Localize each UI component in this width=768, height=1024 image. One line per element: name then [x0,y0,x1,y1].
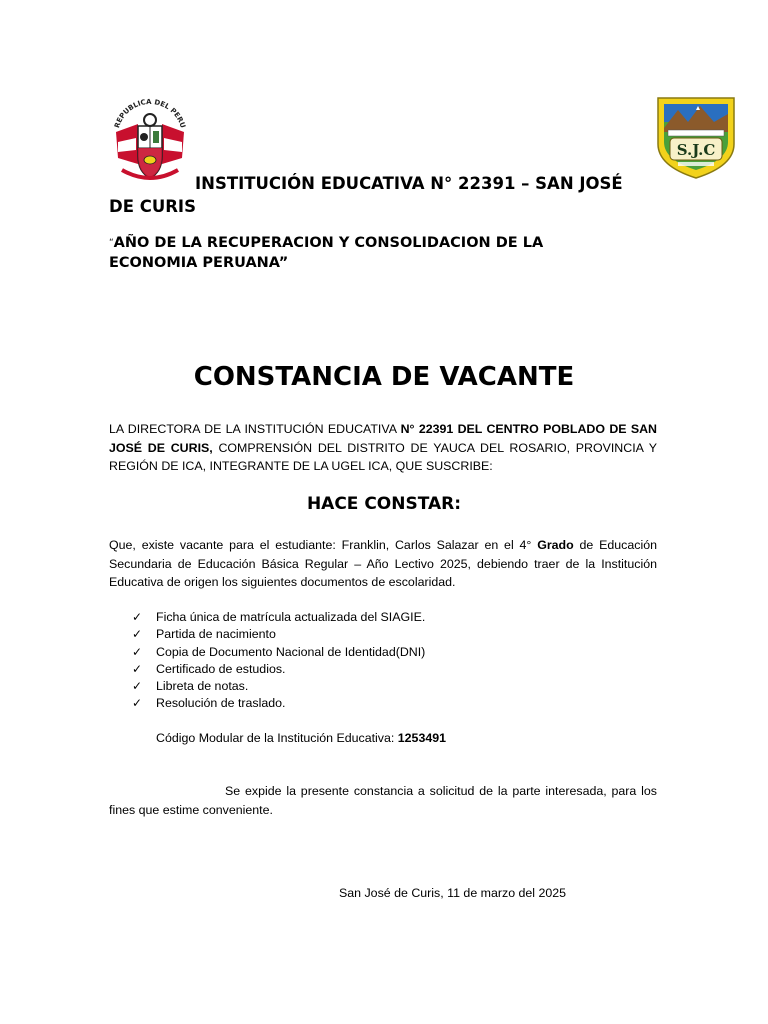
hace-constar-heading: HACE CONSTAR: [306,494,462,514]
modular-code: 1253491 [397,731,447,745]
date-line: San José de Curis, 11 de marzo del 2025 [339,886,567,900]
body-paragraph: Que, existe vacante para el estudiante: Franklin, Carlos Salazar en el 4° Grado de Educación Secundaria de Educación Básica Regular – Año Lectivo 2025, debiendo traer de la Institución Educativa de origen los siguientes documentos de escolaridad. [109,538,657,589]
logo-text: S.J.C [676,141,716,159]
checkmark-icon: ✓ [132,661,143,676]
intro-paragraph: LA DIRECTORA DE LA INSTITUCIÓN EDUCATIVA N° 22391 DEL CENTRO POBLADO DE SAN JOSÉ DE CURIS, COMPRENSIÓN DEL DISTRITO DE YAUCA DEL ROSARIO, PROVINCIA Y REGIÓN DE ICA, INTEGRANTE DE LA UGEL ICA, QUE SUSCRIBE: [109,422,658,473]
list-item: ✓ Copia de Documento Nacional de Identidad(DNI) [132,644,425,661]
school-badge-logo [654,92,738,180]
requirements-list [132,609,425,713]
list-item: ✓ Resolución de traslado. [132,695,425,712]
checkmark-icon: ✓ [132,696,143,711]
modular-code-line: Código Modular de la Institución Educativa: 1253491 [156,731,447,745]
institution-title: INSTITUCIÓN EDUCATIVA N° 22391 – SAN JOSÉ DE CURIS [109,174,623,216]
closing-paragraph: Se expide la presente constancia a solicitud de la parte interesada, para los fines que estime conveniente. [109,784,657,817]
checkmark-icon: ✓ [132,610,143,624]
list-item: ✓ Certificado de estudios. [132,661,425,678]
checkmark-icon: ✓ [132,627,143,642]
checkmark-icon: ✓ [132,679,143,694]
list-item: ✓ Partida de nacimiento [132,626,425,643]
list-item: ✓ Libreta de notas. [132,678,425,695]
checkmark-icon: ✓ [132,644,143,659]
year-motto: “AÑO DE LA RECUPERACION Y CONSOLIDACION DE LA ECONOMIA PERUANA” [109,235,544,271]
list-item: ✓ Ficha única de matrícula actualizada del SIAGIE. [132,609,425,626]
document-title: CONSTANCIA DE VACANTE [193,362,575,392]
seal-text: REPUBLICA DEL PERU [113,97,187,129]
